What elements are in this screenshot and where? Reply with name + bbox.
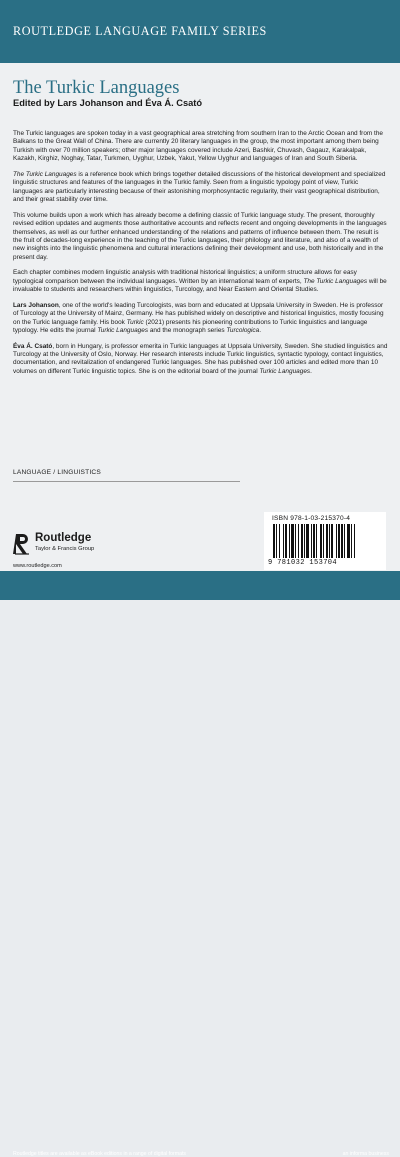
barcode-bar bbox=[323, 524, 324, 558]
series-mention: Turcologica bbox=[226, 327, 260, 335]
series-name: ROUTLEDGE LANGUAGE FAMILY SERIES bbox=[13, 24, 267, 38]
bio-text: , born in Hungary, is professor emerita in Turkic languages at Uppsala University, Sweden. She studied linguistics and Turcology at the University of Oslo, Norway. Her research interests include Turkic linguistics, syntactic typology, contact linguistics, documentation, and revitalization of endangered Turkic languages. She has published over 100 articles and edited more than 10 volumes on different Turkic linguistic topics. She is on the editorial board of the journal bbox=[13, 342, 388, 375]
barcode-bar bbox=[291, 524, 294, 558]
title-mention: The Turkic Languages bbox=[13, 170, 77, 178]
barcode-bar bbox=[329, 524, 330, 558]
bio-text: . bbox=[310, 367, 312, 375]
barcode-bar bbox=[273, 524, 275, 558]
barcode-number: 9 781032 153704 bbox=[268, 559, 338, 567]
book-editors: Edited by Lars Johanson and Éva Á. Csató bbox=[13, 98, 203, 108]
blurb-text: Each chapter combines modern linguistic analysis with traditional historical linguistics; a uniform structure allows for easy typological comparison between the individual languages. Written by an international team of experts, bbox=[13, 269, 357, 285]
author-bio-johanson bbox=[13, 302, 389, 336]
bio-text: (2021) presents his pioneering contributions to Turkic linguistics and language typology. He edits the journal bbox=[13, 318, 368, 335]
barcode-bar bbox=[347, 524, 350, 558]
blurb-paragraph-1: The Turkic languages are spoken today in a vast geographical area stretching from southern Iran to the Arctic Ocean and from the Balkans to the Great Wall of China. There are currently 20 literary languages in the group, the most important among them being Turkish with over 70 million speakers; other major languages covered include Azeri, Bashkir, Chuvash, Gagauz, Karakalpak, Kazakh, Kirghiz, Noghay, Tatar, Turkmen, Uyghur, Uzbek, Yakut, Yellow Uyghur and languages of Iran and South Siberia. bbox=[13, 130, 384, 163]
blurb-paragraph-2 bbox=[13, 171, 389, 205]
barcode-bar bbox=[304, 524, 305, 558]
series-header-band bbox=[0, 0, 400, 63]
barcode-bar bbox=[341, 524, 343, 558]
bio-text: and the monograph series bbox=[148, 327, 227, 335]
title-mention: The Turkic Languages bbox=[303, 277, 368, 285]
ebook-note: Routledge titles are available as eBook editions in a range of digital formats bbox=[13, 1151, 187, 1157]
blurb-paragraph-4 bbox=[13, 269, 389, 294]
barcode-bar bbox=[301, 524, 303, 558]
bio-text: . bbox=[259, 327, 262, 335]
barcode-bar bbox=[311, 524, 312, 558]
publisher-website: www.routledge.com bbox=[13, 563, 62, 569]
barcode-bar bbox=[351, 524, 352, 558]
book-mention: Turkic bbox=[126, 318, 144, 326]
barcode-bar bbox=[331, 524, 333, 558]
author-name: Éva Á. Csató bbox=[13, 342, 53, 350]
divider bbox=[13, 481, 240, 482]
publisher-name: Routledge bbox=[35, 532, 92, 544]
blurb-paragraph-3: This volume builds upon a work which has already become a defining classic of Turkic language study. The present, thoroughly revised edition updates and augments those authoritative accounts and reflects recent and ongoing developments in the languages themselves, as well as our further enhanced understanding of the relations and patterns of influence between them. The result is the fruit of decades-long experience in the teaching of the Turkic languages, their philology and literature, and also of a wealth of new insights into the linguistic phenomena and cultural interactions defining their development and use, both historically and in the present day. bbox=[13, 211, 387, 261]
journal-mention: Turkic Languages bbox=[97, 327, 149, 335]
publisher-group: Taylor & Francis Group bbox=[35, 546, 95, 552]
barcode-bar bbox=[316, 524, 317, 558]
blurb-text: will be invaluable to students and researchers within linguistics, Turcology, and Near Eastern and Oriental Studies. bbox=[13, 277, 387, 294]
book-title: The Turkic Languages bbox=[13, 78, 180, 98]
barcode-bar bbox=[354, 524, 355, 558]
informa-tagline: an informa business bbox=[342, 1151, 389, 1157]
barcode-bar bbox=[313, 524, 315, 558]
barcode-bar bbox=[336, 524, 337, 558]
author-bio-csato bbox=[13, 343, 389, 377]
barcode-graphic bbox=[272, 524, 378, 558]
isbn-label: ISBN 978-1-03-215370-4 bbox=[272, 515, 351, 522]
author-name: Lars Johanson bbox=[13, 301, 59, 309]
barcode-bar bbox=[283, 524, 284, 558]
subject-category: LANGUAGE / LINGUISTICS bbox=[13, 469, 101, 476]
barcode-bar bbox=[320, 524, 322, 558]
routledge-r-logo-icon bbox=[13, 532, 31, 556]
barcode-bar bbox=[338, 524, 340, 558]
journal-mention: Turkic Languages bbox=[259, 367, 311, 375]
barcode-bar bbox=[298, 524, 299, 558]
blurb bbox=[13, 130, 389, 383]
barcode-bar bbox=[285, 524, 287, 558]
barcode-bar bbox=[289, 524, 290, 558]
barcode-bar bbox=[306, 524, 309, 558]
barcode-bar bbox=[326, 524, 328, 558]
footer-band bbox=[0, 571, 400, 1157]
barcode-bar bbox=[295, 524, 296, 558]
barcode-bar bbox=[276, 524, 277, 558]
bio-text: , one of the world's leading Turcologists, was born and educated at Uppsala University in Sweden. He is professor of Turcology at the University of Mainz, Germany. He has published widely on descriptive and historical linguistics, mostly focusing on the Turkic language family. His book bbox=[13, 301, 384, 326]
barcode-panel bbox=[264, 512, 386, 570]
blurb-text: is a reference book which brings together detailed discussions of the historical development and specialized linguistic structures and features of the languages in the Turkic family. Seen from a linguistic typology point of view, Turkic languages are particularly interesting because of their astonishing morphosyntactic regularity, their vast geographical distribution, and their great stability over time. bbox=[13, 170, 386, 204]
barcode-bar bbox=[344, 524, 345, 558]
barcode-bar bbox=[279, 524, 280, 558]
